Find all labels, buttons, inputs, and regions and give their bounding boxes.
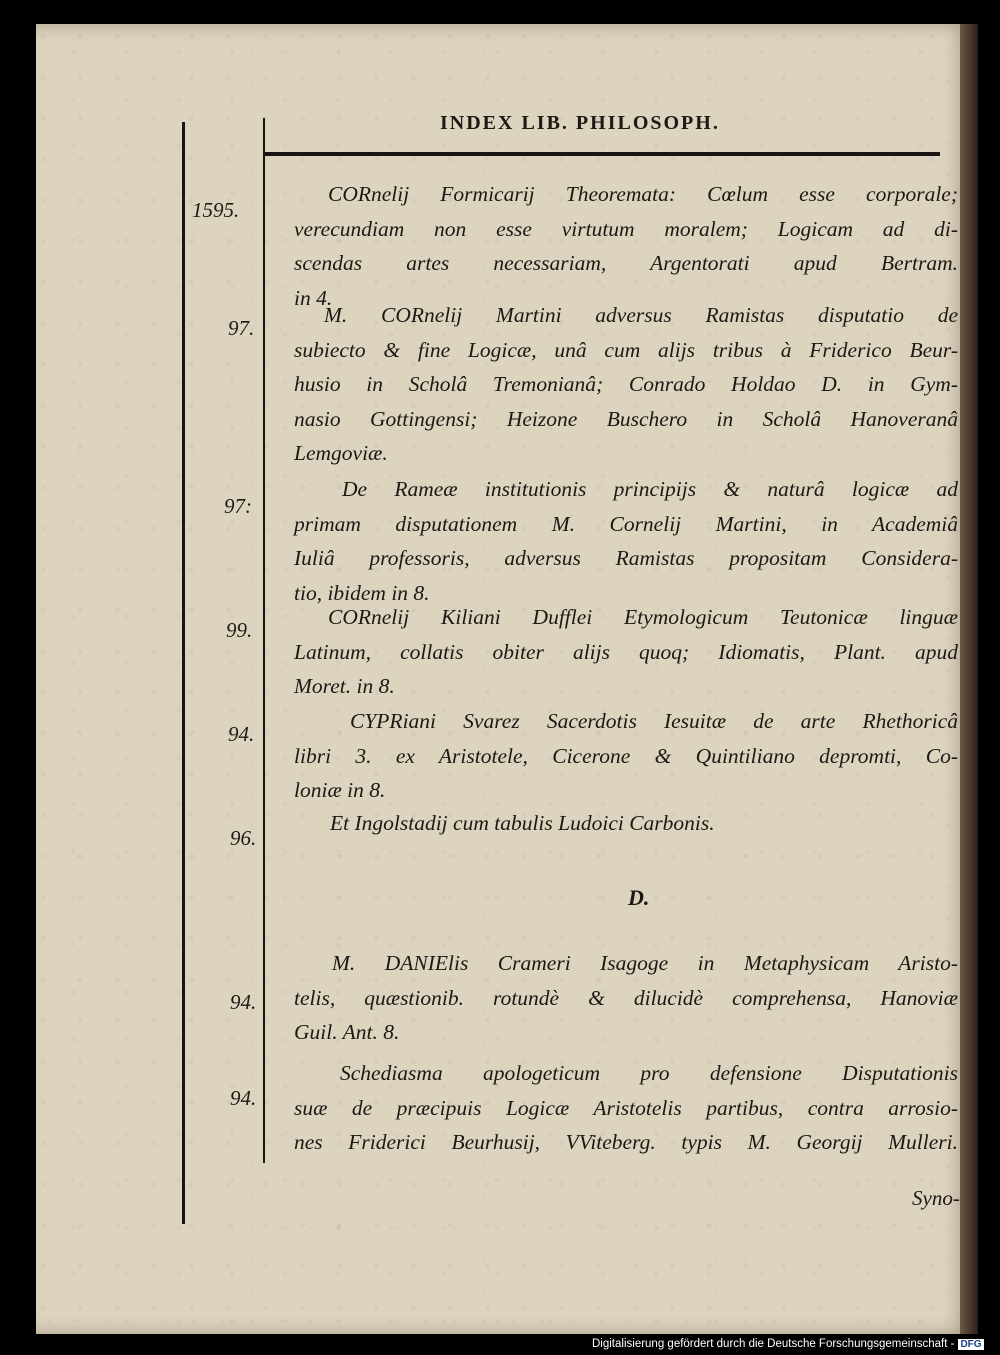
entry-martini bbox=[294, 298, 958, 471]
entry-line: libri 3. ex Aristotele, Cicerone & Quintiliano depromti, Co- bbox=[294, 743, 958, 768]
entry-line: tio, ibidem in 8. bbox=[294, 580, 430, 605]
entry-kilianus bbox=[294, 600, 958, 704]
entry-formicarius bbox=[294, 177, 958, 315]
entry-line: M. DANIElis Crameri Isagoge in Metaphysicam Aristo- bbox=[332, 951, 958, 975]
margin-rule-inner bbox=[263, 118, 265, 1163]
year-marker: 96. bbox=[230, 826, 257, 850]
entry-line: Iuliâ professoris, adversus Ramistas propositam Considera- bbox=[294, 546, 958, 570]
year-marker: 97. bbox=[228, 316, 255, 340]
year-marker: 94. bbox=[230, 990, 257, 1014]
margin-rule-outer bbox=[182, 122, 185, 1224]
book-spine bbox=[960, 24, 978, 1334]
entry-ingolstadt bbox=[294, 806, 958, 841]
entry-rameae bbox=[294, 472, 958, 610]
entry-suarez bbox=[294, 704, 958, 808]
entry-line: loniæ in 8. bbox=[294, 778, 386, 802]
entry-line: Schediasma apologeticum pro defensione Disputationis bbox=[340, 1061, 958, 1085]
entry-line: husio in Scholâ Tremonianâ; Conrado Holdao D. in Gym- bbox=[294, 372, 958, 396]
header-rule bbox=[263, 152, 940, 156]
year-marker: 1595. bbox=[192, 198, 240, 222]
entry-line: Et Ingolstadij cum tabulis Ludoici Carbonis. bbox=[330, 811, 715, 835]
entry-line: subiecto & fine Logicæ, unâ cum alijs tribus à Friderico Beur- bbox=[294, 337, 958, 362]
entry-line: in 4. bbox=[294, 285, 333, 310]
section-heading-d: D. bbox=[628, 885, 650, 910]
entry-line: nes Friderici Beurhusij, VViteberg. typis M. Georgij Mulleri. bbox=[294, 1130, 958, 1154]
entry-line: Lemgoviæ. bbox=[294, 441, 388, 465]
entry-line: primam disputationem M. Cornelij Martini, in Academiâ bbox=[294, 511, 958, 536]
entry-line: verecundiam non esse virtutum moralem; Logicam ad di- bbox=[294, 216, 958, 241]
dfg-logo: DFG bbox=[960, 1339, 982, 1350]
entry-line: suæ de præcipuis Logicæ Aristotelis partibus, contra arrosio- bbox=[294, 1095, 958, 1120]
digitization-footer bbox=[592, 1338, 984, 1350]
entry-line: M. CORnelij Martini adversus Ramistas disputatio de bbox=[324, 303, 958, 327]
entry-line: telis, quæstionib. rotundè & dilucidè comprehensa, Hanoviæ bbox=[294, 985, 958, 1010]
entry-line: scendas artes necessariam, Argentorati apud Bertram. bbox=[294, 251, 958, 275]
entry-line: Moret. in 8. bbox=[294, 674, 395, 698]
entry-line: CORnelij Formicarij Theoremata: Cœlum esse corporale; bbox=[328, 182, 958, 206]
year-marker: 94. bbox=[228, 722, 255, 746]
running-header: INDEX LIB. PHILOSOPH. bbox=[440, 112, 720, 134]
entry-schediasma bbox=[294, 1056, 958, 1160]
entry-line: De Rameæ institutionis principijs & naturâ logicæ ad bbox=[342, 477, 958, 501]
entry-line: Latinum, collatis obiter alijs quoq; Idiomatis, Plant. apud bbox=[294, 639, 958, 664]
footer-text: Digitalisierung gefördert durch die Deutsche Forschungsgemeinschaft - bbox=[592, 1338, 955, 1350]
entry-line: nasio Gottingensi; Heizone Buschero in Scholâ Hanoveranâ bbox=[294, 406, 958, 431]
entry-line: CORnelij Kiliani Dufflei Etymologicum Teutonicæ linguæ bbox=[328, 605, 958, 629]
entry-line: CYPRiani Svarez Sacerdotis Iesuitæ de arte Rhethoricâ bbox=[350, 709, 958, 733]
year-marker: 94. bbox=[230, 1086, 257, 1110]
entry-cramer bbox=[294, 946, 958, 1050]
year-marker: 99. bbox=[226, 618, 253, 642]
catchword: Syno- bbox=[912, 1186, 960, 1210]
entry-line: Guil. Ant. 8. bbox=[294, 1020, 400, 1044]
year-marker: 97: bbox=[224, 494, 252, 518]
